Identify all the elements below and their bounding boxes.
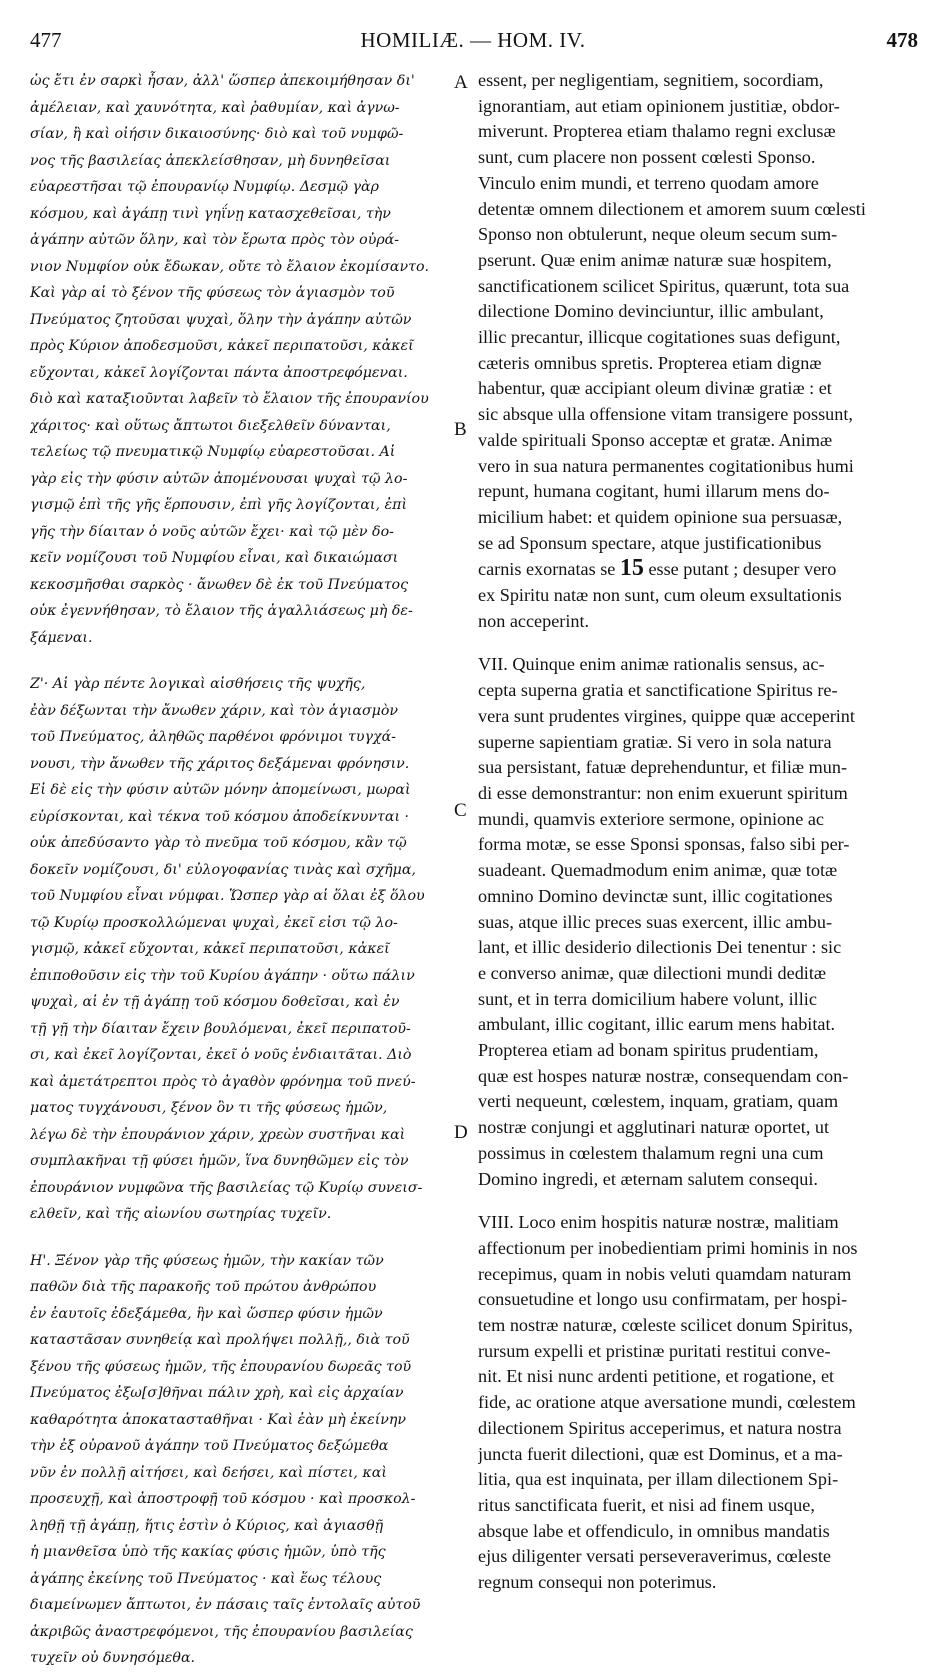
- text-line: quæ est hospes naturæ nostræ, consequendam con-: [478, 1065, 849, 1086]
- text-line: e converso animæ, quæ dilectioni mundi deditæ: [478, 962, 827, 983]
- text-line: pserunt. Quæ enim animæ naturæ suæ hospitem,: [478, 249, 832, 270]
- text-line: affectionum per inobedientiam primi hominis in nos: [478, 1237, 858, 1258]
- text-line: sanctificationem scilicet Spiritus, quærunt, tota sua: [478, 275, 850, 296]
- text-line: ἡ μιανθεῖσα ὑπὸ τῆς κακίας φύσις ἡμῶν, ὑπὸ τῆς: [30, 1544, 386, 1560]
- margin-letter-c: C: [454, 800, 467, 821]
- latin-paragraph-2: [478, 652, 914, 1192]
- text-line: ritus sanctificata fuerit, et nisi ad finem usque,: [478, 1494, 815, 1515]
- text-line: χάριτος· καὶ οὕτως ἄπτωτοι διεξελθεῖν δύνανται,: [30, 417, 391, 434]
- text-line: sua persistant, fatuæ deprehenduntur, et filiæ mun-: [478, 757, 847, 778]
- text-line: πρὸς Κύριον ἀποδεσμοῦσι, κἀκεῖ περιπατοῦσι, κἀκεῖ: [30, 338, 414, 354]
- page-number-right: 478: [886, 28, 918, 52]
- text-line: ληθῇ τῇ ἀγάπῃ, ἥτις ἐστὶν ὁ Κύριος, καὶ ἁγιασθῇ: [30, 1517, 384, 1534]
- text-line: συμπλακῆναι τῇ φύσει ἡμῶν, ἵνα δυνηθῶμεν εἰς τὸν: [30, 1153, 409, 1169]
- text-line: εὑρίσκονται, καὶ τέκνα τοῦ κόσμου ἀποδείκνυνται ·: [30, 808, 410, 825]
- text-line: superne sapientiam gratiæ. Si vero in sola natura: [478, 731, 832, 752]
- text-line: γὰρ εἰς τὴν φύσιν αὐτῶν ἀπομένουσαι ψυχαὶ τῷ λο-: [30, 470, 408, 487]
- text-line: [478, 556, 914, 583]
- text-line: Εἰ δὲ εἰς τὴν φύσιν αὐτῶν μόνην ἀπομείνωσι, μωραὶ: [30, 782, 411, 798]
- margin-letter-a: A: [454, 72, 468, 93]
- text-line: ψυχαὶ, αἱ ἐν τῇ ἀγάπῃ τοῦ κόσμου δοθεῖσαι, καὶ ἐν: [30, 994, 400, 1010]
- text-line: τῇ γῇ τὴν δίαιταν ἔχειν βουλόμεναι, ἐκεῖ περιπατοῦ-: [30, 1020, 411, 1037]
- text-line: micilium habet: et quidem opinione sua persuasæ,: [478, 506, 843, 527]
- latin-paragraph-1: [478, 68, 914, 634]
- text-line: Vinculo enim mundi, et terreno quodam amore: [478, 172, 819, 193]
- text-line: ξάμεναι.: [30, 629, 93, 646]
- text-line: Propterea etiam ad bonam spiritus prudentiam,: [478, 1040, 819, 1061]
- text-line: Η'. Ξένον γὰρ τῆς φύσεως ἡμῶν, τὴν κακίαν τῶν: [30, 1252, 384, 1269]
- text-line: sunt, et in terra domicilium habere volunt, illic: [478, 988, 817, 1009]
- text-line: ἐν ἑαυτοῖς ἐδεξάμεθα, ἣν καὶ ὥσπερ φύσιν ἡμῶν: [30, 1305, 383, 1322]
- text-line: non acceperint.: [478, 610, 590, 631]
- text-line: sic absque ulla offensione vitam transigere possunt,: [478, 404, 853, 425]
- text-line: rursum expelli et pristinæ puritati restitui conve-: [478, 1340, 831, 1361]
- running-title: HOMILIÆ. — HOM. IV.: [360, 28, 586, 52]
- text-line: τελείως τῷ πνευματικῷ Νυμφίῳ εὐαρεστοῦσαι. Αἱ: [30, 444, 396, 460]
- text-line: ἐὰν δέξωνται τὴν ἄνωθεν χάριν, καὶ τὸν ἁγιασμὸν: [30, 702, 399, 719]
- text-line: mundi, quamvis exteriore sermone, opinione ac: [478, 808, 824, 829]
- paragraph-gap: [478, 1192, 914, 1210]
- text-line: ejus diligenter versati perseveraverimus, cœleste: [478, 1546, 832, 1567]
- text-line: γισμῷ ἐπὶ τῆς γῆς ἕρπουσιν, ἐπὶ γῆς λογίζονται, ἐπὶ: [30, 497, 408, 513]
- page-number-left: 477: [30, 28, 62, 52]
- text-line: dilectionem Spiritus acceperimus, et natura nostra: [478, 1417, 842, 1438]
- text-line: παθῶν διὰ τῆς παρακοῆς τοῦ πρώτου ἀνθρώπου: [30, 1279, 377, 1295]
- text-line: Ζ'· Αἱ γὰρ πέντε λογικαὶ αἰσθήσεις τῆς ψυχῆς,: [30, 676, 366, 692]
- text-line: se ad Sponsum spectare, atque justificationibus: [478, 532, 822, 553]
- text-line: Πνεύματος ἐξω[σ]θῆναι πάλιν χρὴ, καὶ εἰς ἀρχαίαν: [30, 1385, 404, 1401]
- text-fragment: esse putant ; desuper vero: [643, 559, 837, 580]
- column-number: 15: [619, 556, 644, 582]
- text-line: litia, qua est inquinata, per illam dilectionem Spi-: [478, 1469, 839, 1490]
- text-line: ἀγάπης ἐκείνης τοῦ Πνεύματος · καὶ ἕως τέλους: [30, 1570, 382, 1587]
- paragraph-gap: [30, 651, 468, 671]
- text-line: Domino ingredi, et æternam salutem consequi.: [478, 1168, 818, 1189]
- text-line: δοκεῖν νομίζουσι, δι' εὐλογοφανίας τινὰς καὶ σχῆμα,: [30, 861, 416, 878]
- greek-paragraph-2: [30, 671, 468, 1228]
- text-line: εὔχονται, κἀκεῖ λογίζονται πάντα ἀποστρεφόμεναι.: [30, 364, 408, 381]
- text-line: nit. Et nisi nunc ardenti petitione, et rogatione, et: [478, 1366, 835, 1387]
- text-line: miverunt. Propterea etiam thalamo regni exclusæ: [478, 121, 836, 142]
- text-line: ex Spiritu natæ non sunt, cum oleum exsultationis: [478, 585, 842, 606]
- text-line: τοῦ Νυμφίου εἶναι νύμφαι. Ὥσπερ γὰρ αἱ ὅλαι ἐξ ὅλου: [30, 888, 425, 904]
- text-line: vero in sua natura permanentes cogitationibus humi: [478, 455, 854, 476]
- text-line: Sponso non obtulerunt, neque oleum secum sum-: [478, 224, 838, 245]
- text-line: ελθεῖν, καὶ τῆς αἰωνίου σωτηρίας τυχεῖν.: [30, 1206, 332, 1222]
- text-line: τῷ Κυρίῳ προσκολλώμεναι ψυχαὶ, ἐκεῖ εἰσι τῷ λο-: [30, 914, 398, 931]
- text-line: fide, ac oratione atque aversatione mundi, cœlestem: [478, 1392, 856, 1413]
- text-line: verti nequeunt, cœlestem, inquam, gratiam, quam: [478, 1091, 839, 1112]
- text-line: κόσμου, καὶ ἀγάπῃ τινὶ γηΐνῃ κατασχεθεῖσαι, τὴν: [30, 205, 391, 222]
- text-line: lant, et illic desiderio dilectionis Dei tenentur : sic: [478, 937, 842, 958]
- margin-letter-d: D: [454, 1122, 468, 1143]
- text-line: σίαν, ἢ καὶ οἰήσιν δικαιοσύνης· διὸ καὶ τοῦ νυμφῶ-: [30, 126, 404, 142]
- page-header: [0, 0, 946, 60]
- text-line: ambulant, illic cogitant, illic earum mens habitat.: [478, 1014, 836, 1035]
- text-line: τὴν ἐξ οὐρανοῦ ἀγάπην τοῦ Πνεύματος δεξώμεθα: [30, 1438, 389, 1454]
- text-line: recepimus, quam in nobis veluti quamdam naturam: [478, 1263, 852, 1284]
- text-line: εὐαρεστῆσαι τῷ ἐπουρανίῳ Νυμφίῳ. Δεσμῷ γὰρ: [30, 179, 379, 195]
- text-line: cepta superna gratia et sanctificatione Spiritus re-: [478, 680, 838, 701]
- greek-column: [30, 68, 468, 1672]
- text-line: repunt, humana cogitant, humi illarum mens do-: [478, 481, 830, 502]
- text-line: διὸ καὶ καταξιοῦνται λαβεῖν τὸ ἔλαιον τῆς ἐπουρανίου: [30, 391, 429, 407]
- text-line: dilectione Domino devinciuntur, illic ambulant,: [478, 301, 824, 322]
- text-line: ignorantiam, aut etiam opinionem justitiæ, obdor-: [478, 95, 840, 116]
- text-line: omnino Domino devinctæ sunt, illic cogitationes: [478, 885, 833, 906]
- text-line: absque labe et offendiculo, in omnibus mandatis: [478, 1520, 830, 1541]
- text-line: νος τῆς βασιλείας ἀπεκλείσθησαν, μὴ δυνηθεῖσαι: [30, 152, 391, 169]
- text-line: valde spirituali Sponso acceptæ et gratæ. Animæ: [478, 429, 833, 450]
- text-line: γισμῷ, κἀκεῖ εὔχονται, κἀκεῖ περιπατοῦσι, κἀκεῖ: [30, 941, 390, 957]
- text-line: ξένου τῆς φύσεως ἡμῶν, τῆς ἐπουρανίου δωρεᾶς τοῦ: [30, 1358, 412, 1375]
- latin-paragraph-1-end: [478, 583, 914, 634]
- text-line: προσευχῇ, καὶ ἀποστροφῇ τοῦ κόσμου · καὶ προσκολ-: [30, 1491, 416, 1507]
- text-line: forma motæ, se esse Sponsi sponsas, falso sibi per-: [478, 834, 850, 855]
- latin-column: [478, 68, 914, 1596]
- text-line: illic precantur, illicque cogitationes suas defigunt,: [478, 327, 841, 348]
- latin-paragraph-3: [478, 1210, 914, 1596]
- text-line: consuetudine et longo usu confirmatam, per hospi-: [478, 1289, 848, 1310]
- text-line: possimus in cœlestem thalamum regni una cum: [478, 1142, 824, 1163]
- margin-letter-b: B: [454, 419, 467, 440]
- text-line: λέγω δὲ τὴν ἐπουράνιον χάριν, χρεὼν συστῆναι καὶ: [30, 1126, 406, 1143]
- text-line: διαμείνωμεν ἄπτωτοι, ἐν πάσαις ταῖς ἐντολαῖς αὐτοῦ: [30, 1597, 421, 1613]
- text-fragment: carnis exornatas se: [478, 559, 620, 580]
- greek-paragraph-3: [30, 1248, 468, 1672]
- paragraph-gap: [30, 1228, 468, 1248]
- text-line: VII. Quinque enim animæ rationalis sensus, ac-: [478, 654, 825, 675]
- text-line: tem nostræ naturæ, cœleste scilicet donum Spiritus,: [478, 1315, 853, 1336]
- text-line: vera sunt prudentes virgines, quippe quæ acceperint: [478, 705, 855, 726]
- text-line: Πνεύματος ζητοῦσαι ψυχαὶ, ὅλην τὴν ἀγάπην αὐτῶν: [30, 311, 412, 328]
- text-line: ματος τυγχάνουσι, ξένον ὂν τι τῆς φύσεως ἡμῶν,: [30, 1100, 388, 1116]
- text-line: regnum consequi non poterimus.: [478, 1572, 717, 1593]
- text-line: καθαρότητα ἀποκατασταθῆναι · Καὶ ἐὰν μὴ ἐκείνην: [30, 1411, 407, 1428]
- text-line: ἐπουράνιον νυμφῶνα τῆς βασιλείας τῷ Κυρίῳ συνεισ-: [30, 1179, 423, 1196]
- text-line: nostræ conjungi et agglutinari naturæ oportet, ut: [478, 1117, 830, 1138]
- text-line: τοῦ Πνεύματος, ἀληθῶς παρθένοι φρόνιμοι τυγχά-: [30, 729, 396, 745]
- text-line: καταστᾶσαν συνηθείᾳ καὶ προλήψει πολλῇ,, διὰ τοῦ: [30, 1332, 410, 1348]
- text-line: νῦν ἐν πολλῇ αἰτήσει, καὶ δεήσει, καὶ πίστει, καὶ: [30, 1464, 387, 1481]
- text-line: essent, per negligentiam, segnitiem, socordiam,: [478, 70, 824, 90]
- text-line: ἀγάπην αὐτῶν ὅλην, καὶ τὸν ἔρωτα πρὸς τὸν οὐρά-: [30, 232, 400, 248]
- text-line: sunt, cum placere non possent cœlesti Sponso.: [478, 147, 816, 168]
- text-line: suas, atque illic preces suas exercent, illic ambu-: [478, 911, 833, 932]
- latin-paragraph-1-lines: [478, 68, 914, 556]
- text-line: Καὶ γὰρ αἱ τὸ ξένον τῆς φύσεως τὸν ἁγιασμὸν τοῦ: [30, 285, 395, 301]
- text-line: di esse demonstrantur: non enim exuerunt spiritum: [478, 782, 848, 803]
- paragraph-gap: [478, 634, 914, 652]
- text-line: τυχεῖν οὐ δυνησόμεθα.: [30, 1650, 196, 1666]
- text-line: juncta fuerit dilectioni, quæ est Dominus, et a ma-: [478, 1443, 843, 1464]
- text-line: νουσι, τὴν ἄνωθεν τῆς χάριτος δεξάμεναι φρόνησιν.: [30, 755, 410, 772]
- text-line: habentur, quæ accipiant oleum divinæ gratiæ : et: [478, 378, 832, 399]
- text-line: σι, καὶ ἐκεῖ λογίζονται, ἐκεῖ ὁ νοῦς ἐνδιαιτᾶται. Διὸ: [30, 1047, 412, 1063]
- text-line: ἀκριβῶς ἀναστρεφόμενοι, τῆς ἐπουρανίου βασιλείας: [30, 1623, 413, 1640]
- text-line: καὶ ἀμετάτρεπτοι πρὸς τὸ ἀγαθὸν φρόνημα τοῦ πνεύ-: [30, 1073, 416, 1090]
- text-line: ἐπιποθοῦσιν εἰς τὴν τοῦ Κυρίου ἀγάπην · οὕτω πάλιν: [30, 967, 415, 984]
- text-line: οὐκ ἀπεδύσαντο γὰρ τὸ πνεῦμα τοῦ κόσμου, κἂν τῷ: [30, 835, 407, 851]
- text-line: κεῖν νομίζουσι τοῦ Νυμφίου εἶναι, καὶ δικαιώμασι: [30, 550, 399, 566]
- text-line: κεκοσμῆσθαι σαρκὸς · ἄνωθεν δὲ ἐκ τοῦ Πνεύματος: [30, 576, 409, 593]
- text-line: suadeant. Quemadmodum enim animæ, quæ totæ: [478, 860, 838, 881]
- text-line: γῆς τὴν δίαιταν ὁ νοῦς αὐτῶν ἔχει· καὶ τῷ μὲν δο-: [30, 523, 394, 540]
- text-line: ἀμέλειαν, καὶ χαυνότητα, καὶ ῥαθυμίαν, καὶ ἀγνω-: [30, 99, 400, 116]
- greek-paragraph-1: [30, 68, 468, 651]
- text-line: νιον Νυμφίον οὐκ ἔδωκαν, οὔτε τὸ ἔλαιον ἐκομίσαντο.: [30, 258, 430, 275]
- text-line: detentæ omnem dilectionem et amorem suum cœlesti: [478, 198, 866, 219]
- text-line: οὐκ ἐγεννήθησαν, τὸ ἔλαιον τῆς ἀγαλλιάσεως μὴ δε-: [30, 603, 413, 619]
- text-line: VIII. Loco enim hospitis naturæ nostræ, malitiam: [478, 1212, 839, 1233]
- text-line: ὡς ἔτι ἐν σαρκὶ ἦσαν, ἀλλ' ὥσπερ ἀπεκοιμήθησαν δι': [30, 73, 415, 89]
- text-line: cæteris omnibus spretis. Propterea etiam dignæ: [478, 352, 822, 373]
